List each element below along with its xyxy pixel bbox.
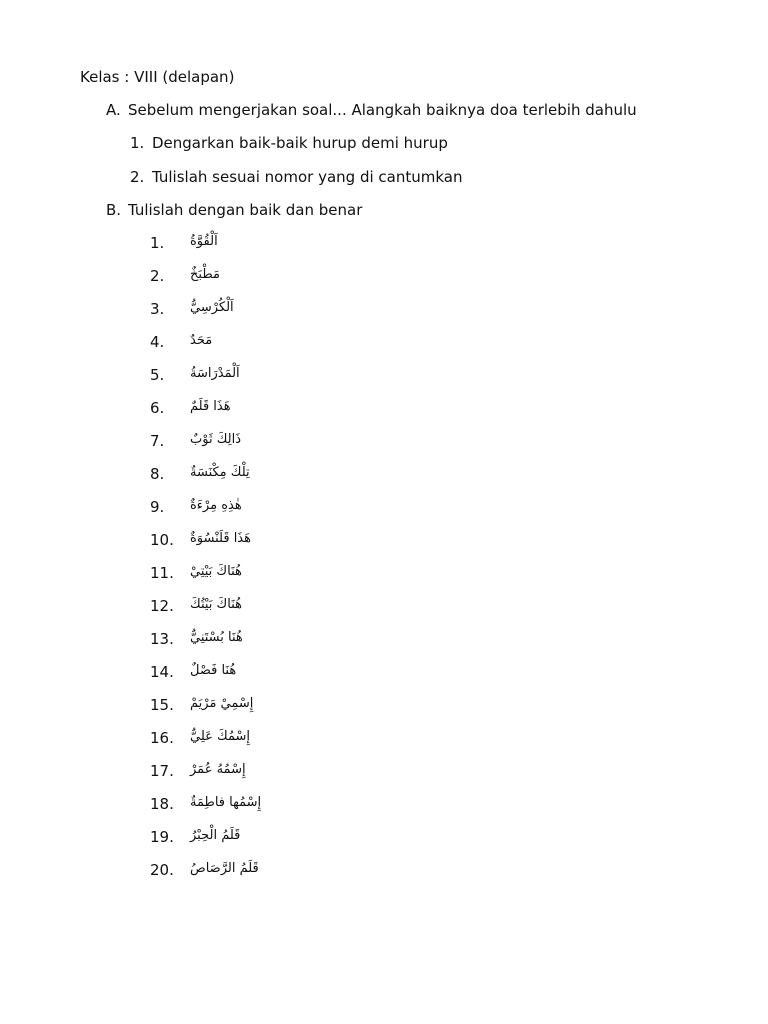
list-item <box>150 463 350 485</box>
list-item <box>150 694 350 716</box>
list-item <box>150 364 350 386</box>
item-number: 3. <box>150 300 165 318</box>
item-number: 20. <box>150 861 174 879</box>
arabic-word: هُنَاكَ بَيْتُكَ <box>190 597 243 612</box>
arabic-word: تِلْكَ مِكْنَسَةٌ <box>190 465 250 480</box>
list-item <box>150 760 350 782</box>
item-number: 5. <box>150 366 165 384</box>
section-b-text: Tulislah dengan baik dan benar <box>128 201 363 219</box>
arabic-word: اَلْمَدْرَاسَةُ <box>190 366 240 381</box>
list-item <box>150 628 350 650</box>
item-number: 12. <box>150 597 174 615</box>
section-b-marker: B. <box>106 201 122 219</box>
arabic-word: مَطْبَخٌ <box>190 267 220 282</box>
arabic-word: مَحَدٌ <box>190 333 213 348</box>
item-number: 14. <box>150 663 174 681</box>
list-item <box>150 397 350 419</box>
arabic-word: إِسْمُها فاطِمَةٌ <box>190 795 262 810</box>
list-item <box>150 232 350 254</box>
list-item <box>150 793 350 815</box>
list-item <box>150 661 350 683</box>
list-item <box>150 331 350 353</box>
list-item <box>150 298 350 320</box>
section-a-heading <box>106 100 637 120</box>
arabic-word: اَلْكُرْسِيُّ <box>190 300 234 315</box>
list-item <box>150 727 350 749</box>
section-b-heading <box>106 200 362 220</box>
arabic-word: هَذَا قَلَنْسُوَةٌ <box>190 531 251 546</box>
item-number: 8. <box>150 465 165 483</box>
item-number: 19. <box>150 828 174 846</box>
item-number: 17. <box>150 762 174 780</box>
list-item <box>150 595 350 617</box>
item-number: 7. <box>150 432 165 450</box>
item-number: 1. <box>150 234 165 252</box>
arabic-word: ذَالِكَ ثَوْبٌ <box>190 432 242 447</box>
arabic-word: هُنَا فَصْلٌ <box>190 663 237 678</box>
item-number: 10. <box>150 531 174 549</box>
list-item <box>150 826 350 848</box>
item-number: 16. <box>150 729 174 747</box>
arabic-word: قَلَمُ الْحِبْرُ <box>190 828 241 843</box>
class-label: Kelas : VIII (delapan) <box>80 68 235 86</box>
section-a-text: Sebelum mengerjakan soal... Alangkah baiknya doa terlebih dahulu <box>128 101 637 119</box>
section-a-item-text: Tulislah sesuai nomor yang di cantumkan <box>152 168 463 186</box>
list-item <box>150 859 350 881</box>
arabic-word: قَلَمُ الرَّصَاصُ <box>190 861 259 876</box>
arabic-word: هَذَا قَلَمٌ <box>190 399 231 414</box>
list-item <box>150 529 350 551</box>
arabic-word: هُنَاكَ بَيْتِيْ <box>190 564 242 579</box>
list-item <box>150 430 350 452</box>
list-item <box>150 265 350 287</box>
item-number: 2. <box>150 267 165 285</box>
arabic-word: هُنَا بُسْتَنِيٌّ <box>190 630 243 645</box>
item-number: 13. <box>150 630 174 648</box>
section-a-marker: A. <box>106 101 121 119</box>
arabic-word: إِسْمُكَ عَلِيٌّ <box>190 729 251 744</box>
section-a-item-number: 2. <box>130 168 145 186</box>
item-number: 15. <box>150 696 174 714</box>
section-a-item-text: Dengarkan baik-baik hurup demi hurup <box>152 134 448 152</box>
item-number: 11. <box>150 564 174 582</box>
arabic-word: إِسْمِيْ مَرْيَمْ <box>190 696 254 711</box>
section-a-item <box>130 167 462 187</box>
list-item <box>150 496 350 518</box>
arabic-word: هٰذِهِ مِرْءَةٌ <box>190 498 242 513</box>
item-number: 18. <box>150 795 174 813</box>
arabic-word: إِسْمُهُ عُمَرْ <box>190 762 246 777</box>
section-a-item-number: 1. <box>130 134 145 152</box>
section-a-item <box>130 133 448 153</box>
item-number: 6. <box>150 399 165 417</box>
item-number: 9. <box>150 498 165 516</box>
list-item <box>150 562 350 584</box>
arabic-word: اَلْقُوَّةُ <box>190 234 218 249</box>
item-number: 4. <box>150 333 165 351</box>
